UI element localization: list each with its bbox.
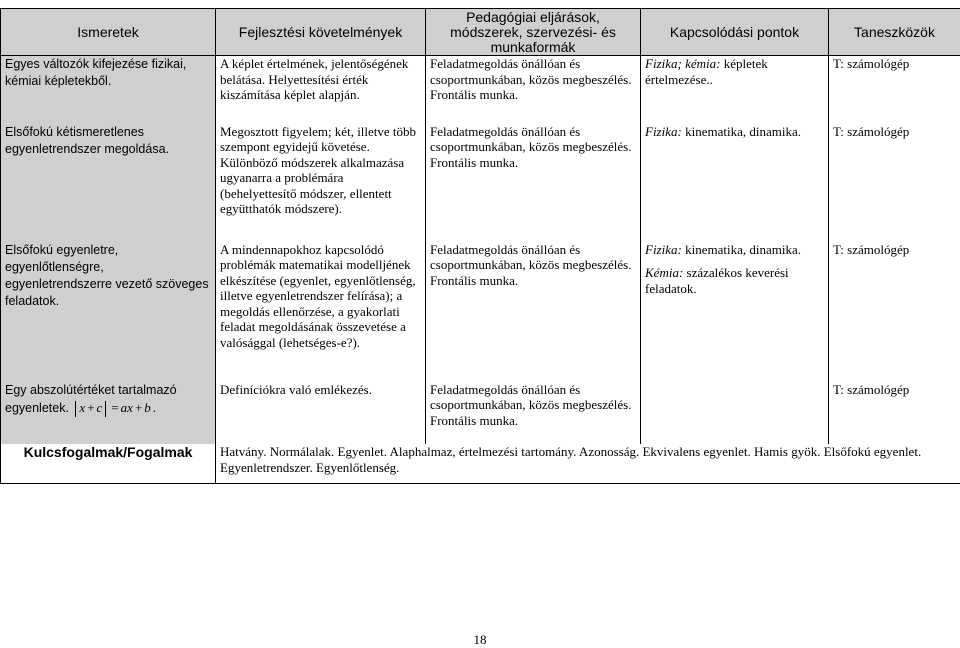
cell-pedagogiai bbox=[426, 382, 641, 444]
pedagogiai-line: Frontális munka. bbox=[430, 87, 519, 102]
eq-var-c: c bbox=[96, 399, 103, 415]
eq-plus-2: + bbox=[134, 399, 143, 415]
subject-label: Kémia: bbox=[645, 265, 684, 280]
cell-taneszkozok: T: számológép bbox=[829, 124, 960, 242]
keywords-row bbox=[1, 444, 960, 484]
abs-bar-right bbox=[105, 401, 106, 417]
table-header-row bbox=[1, 9, 960, 56]
header-fejlesztesi: Fejlesztési követelmények bbox=[216, 9, 426, 56]
spacer bbox=[645, 257, 824, 265]
cell-kapcsolodasi bbox=[641, 382, 829, 444]
pedagogiai-line: Feladatmegoldás önállóan és csoportmunkában, közös megbeszélés. bbox=[430, 56, 632, 87]
eq-ax: ax bbox=[120, 399, 133, 415]
pedagogiai-line: Frontális munka. bbox=[430, 412, 519, 428]
cell-ismeretek bbox=[1, 382, 216, 444]
eq-period: . bbox=[152, 399, 157, 415]
table-row bbox=[1, 56, 960, 124]
cell-taneszkozok: T: számológép bbox=[829, 56, 960, 124]
cell-pedagogiai bbox=[426, 124, 641, 242]
cell-ismeretek: Elsőfokú egyenletre, egyenlőtlenségre, egyenletrendszerre vezető szöveges feladatok. bbox=[1, 242, 216, 382]
abs-bar-left bbox=[75, 401, 76, 417]
cell-kapcsolodasi bbox=[641, 242, 829, 382]
subject-text: kinematika, dinamika. bbox=[681, 241, 801, 257]
pedagogiai-line: Frontális munka. bbox=[430, 272, 519, 288]
eq-equals: = bbox=[111, 399, 119, 415]
absolute-value-equation bbox=[72, 399, 158, 417]
cell-kapcsolodasi bbox=[641, 56, 829, 124]
eq-var-x: x bbox=[79, 399, 86, 415]
cell-fejlesztesi: A mindennapokhoz kapcsolódó problémák matematikai modelljének elkészítése (egyenlet, egyenlőtlenség, illetve egyenletrendszer felírása); a megoldás ellenőrzése, a gyakorlati feladat megoldásának összevetése a valósággal (lehetséges-e?). bbox=[216, 242, 426, 382]
header-taneszkozok: Taneszközök bbox=[829, 9, 960, 56]
subject-entry bbox=[645, 242, 824, 258]
subject-text: kinematika, dinamika. bbox=[681, 123, 801, 139]
curriculum-table bbox=[0, 8, 960, 484]
table-row bbox=[1, 124, 960, 242]
fejlesztesi-line: Megosztott figyelem; két, illetve több szempont egyidejű követése. bbox=[220, 123, 417, 154]
cell-pedagogiai bbox=[426, 242, 641, 382]
subject-label: Fizika: bbox=[645, 241, 682, 257]
cell-kapcsolodasi bbox=[641, 124, 829, 242]
eq-b: b bbox=[144, 399, 151, 415]
page-number: 18 bbox=[473, 632, 487, 647]
table-row bbox=[1, 242, 960, 382]
subject-entry bbox=[645, 265, 824, 296]
header-ismeretek: Ismeretek bbox=[1, 9, 216, 56]
pedagogiai-line: Feladatmegoldás önállóan és csoportmunkában, közös megbeszélés. bbox=[430, 381, 632, 412]
fejlesztesi-line: Különböző módszerek alkalmazása ugyanarra a problémára (behelyettesítő módszer, ellentett együtthatók módszere). bbox=[220, 154, 405, 216]
ismeretek-text: Egy abszolútértéket tartalmazó egyenletek. bbox=[5, 382, 177, 415]
cell-pedagogiai bbox=[426, 56, 641, 124]
header-kapcsolodasi: Kapcsolódási pontok bbox=[641, 9, 829, 56]
cell-ismeretek: Egyes változók kifejezése fizikai, kémiai képletekből. bbox=[1, 56, 216, 124]
keywords-label: Kulcsfogalmak/Fogalmak bbox=[1, 444, 216, 484]
cell-taneszkozok: T: számológép bbox=[829, 382, 960, 444]
header-pedagogiai: Pedagógiai eljárások, módszerek, szervezési- és munkaformák bbox=[426, 9, 641, 56]
subject-text: képletek értelmezése.. bbox=[645, 56, 768, 87]
pedagogiai-line: Frontális munka. bbox=[430, 154, 519, 170]
cell-ismeretek: Elsőfokú kétismeretlenes egyenletrendszer megoldása. bbox=[1, 124, 216, 242]
subject-label: Fizika: bbox=[645, 123, 682, 139]
cell-fejlesztesi: A képlet értelmének, jelentőségének belátása. Helyettesítési érték kiszámítása képlet alapján. bbox=[216, 56, 426, 124]
pedagogiai-line: Feladatmegoldás önállóan és csoportmunkában, közös megbeszélés. bbox=[430, 241, 632, 272]
subject-text: százalékos keverési feladatok. bbox=[645, 265, 789, 296]
keywords-value: Hatvány. Normálalak. Egyenlet. Alaphalmaz, értelmezési tartomány. Azonosság. Ekvivalens egyenlet. Hamis gyök. Elsőfokú egyenlet. Egyenletrendszer. Egyenlőtlenség. bbox=[216, 444, 960, 484]
cell-taneszkozok: T: számológép bbox=[829, 242, 960, 382]
cell-fejlesztesi bbox=[216, 124, 426, 242]
subject-label: Fizika; kémia: bbox=[645, 56, 721, 71]
eq-plus: + bbox=[87, 399, 95, 415]
cell-fejlesztesi: Definíciókra való emlékezés. bbox=[216, 382, 426, 444]
pedagogiai-line: Feladatmegoldás önállóan és csoportmunkában, közös megbeszélés. bbox=[430, 123, 632, 154]
table-row bbox=[1, 382, 960, 444]
